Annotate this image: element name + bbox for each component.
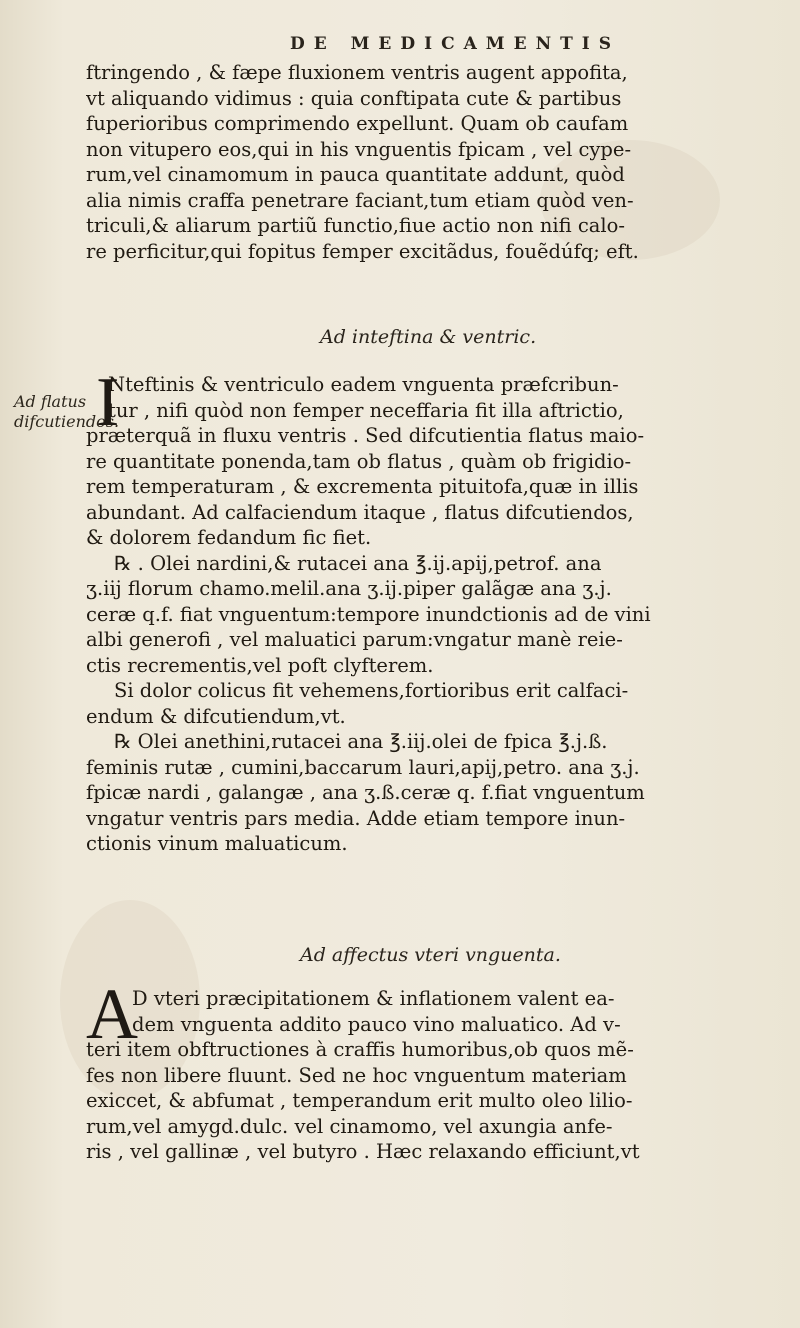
- section-heading-uterus: Ad affectus vteri vnguenta.: [300, 944, 561, 966]
- text-line: exiccet, & abfumat , temperandum erit multo oleo lilio-: [86, 1089, 633, 1112]
- text-line: re quantitate ponenda,tam ob flatus , quàm ob frigidio-: [86, 449, 632, 473]
- text-line: rem temperaturam , & excrementa pituitofa,quæ in illis: [86, 475, 639, 498]
- recipe-line: feminis rutæ , cumini,baccarum lauri,apij,petro. ana ʒ.j.: [86, 755, 640, 779]
- running-head: DE MEDICAMENTIS: [290, 34, 621, 54]
- recipe-line: ctis recrementis,vel poft clyfterem.: [86, 653, 434, 677]
- text-line: re perficitur,qui fopitus femper excitãdus, fouẽdúfq; eft.: [86, 239, 639, 263]
- recipe-line: vngatur ventris pars media. Adde etiam tempore inun-: [86, 806, 626, 830]
- recipe-line: ℞ Olei anethini,rutacei ana ℥.iij.olei de fpica ℥.j.ß.: [114, 730, 608, 753]
- text-line: vt aliquando vidimus : quia conftipata cute & partibus: [86, 86, 622, 110]
- text-line: D vteri præcipitationem & inflationem valent ea-: [132, 987, 615, 1010]
- text-line: Si dolor colicus fit vehemens,fortioribus erit calfaci-: [114, 679, 629, 702]
- text-line: abundant. Ad calfaciendum itaque , flatus difcutiendos,: [86, 500, 634, 524]
- text-line: fes non libere fluunt. Sed ne hoc vnguentum materiam: [86, 1063, 627, 1087]
- text-line: teri item obftructiones à craffis humoribus,ob quos mẽ-: [86, 1038, 634, 1061]
- text-line: alia nimis craffa penetrare faciant,tum etiam quòd ven-: [86, 188, 634, 212]
- recipe-line: albi generofi , vel maluatici parum:vngatur manè reie-: [86, 628, 623, 651]
- recipe-line: ℞ . Olei nardini,& rutacei ana ℥.ij.apij,petrof. ana: [114, 551, 602, 575]
- text-line: non vitupero eos,qui in his vnguentis fpicam , vel cype-: [86, 137, 632, 161]
- recipe-line: ceræ q.f. fiat vnguentum:tempore inundctionis ad de vini: [86, 602, 651, 626]
- margin-note-line: Ad flatus: [14, 392, 87, 411]
- recipe-line: fpicæ nardi , galangæ , ana ʒ.ß.ceræ q. f.fiat vnguentum: [86, 781, 645, 804]
- text-line: dem vnguenta addito pauco vino maluatico. Ad v-: [132, 1012, 621, 1036]
- recipe-line: ctionis vinum maluaticum.: [86, 832, 348, 855]
- top-paragraph: [86, 60, 770, 264]
- text-line: endum & difcutiendum,vt.: [86, 704, 346, 728]
- paragraph-intestines: [86, 372, 770, 857]
- text-line: tur , nifi quòd non femper neceffaria fit illa aftrictio,: [108, 398, 624, 422]
- recipe-line: ʒ.iij florum chamo.melil.ana ʒ.ij.piper galãgæ ana ʒ.j.: [86, 577, 612, 600]
- margin-note-line: difcutiendos.: [14, 412, 120, 431]
- drop-cap-letter: A: [86, 974, 138, 1054]
- text-line: præterquã in fluxu ventris . Sed difcutientia flatus maio-: [86, 424, 645, 447]
- text-line: ftringendo , & fæpe fluxionem ventris augent appofita,: [86, 61, 628, 84]
- text-line: rum,vel amygd.dulc. vel cinamomo, vel axungia anfe-: [86, 1114, 613, 1138]
- text-line: fuperioribus comprimendo expellunt. Quam ob caufam: [86, 112, 629, 135]
- text-line: triculi,& aliarum partiũ functio,fiue actio non nifi calo-: [86, 214, 625, 237]
- text-line: & dolorem fedandum fic fiet.: [86, 526, 372, 549]
- margin-note: [14, 392, 120, 432]
- text-line: rum,vel cinamomum in pauca quantitate addunt, quòd: [86, 163, 625, 186]
- paragraph-uterus: [86, 986, 770, 1165]
- section-heading-intestines: Ad inteftina & ventric.: [320, 326, 537, 348]
- text-line: ris , vel gallinæ , vel butyro . Hæc relaxando efficiunt,vt: [86, 1140, 640, 1163]
- drop-cap-letter: I: [96, 364, 120, 441]
- text-line: Nteftinis & ventriculo eadem vnguenta præfcribun-: [108, 373, 619, 396]
